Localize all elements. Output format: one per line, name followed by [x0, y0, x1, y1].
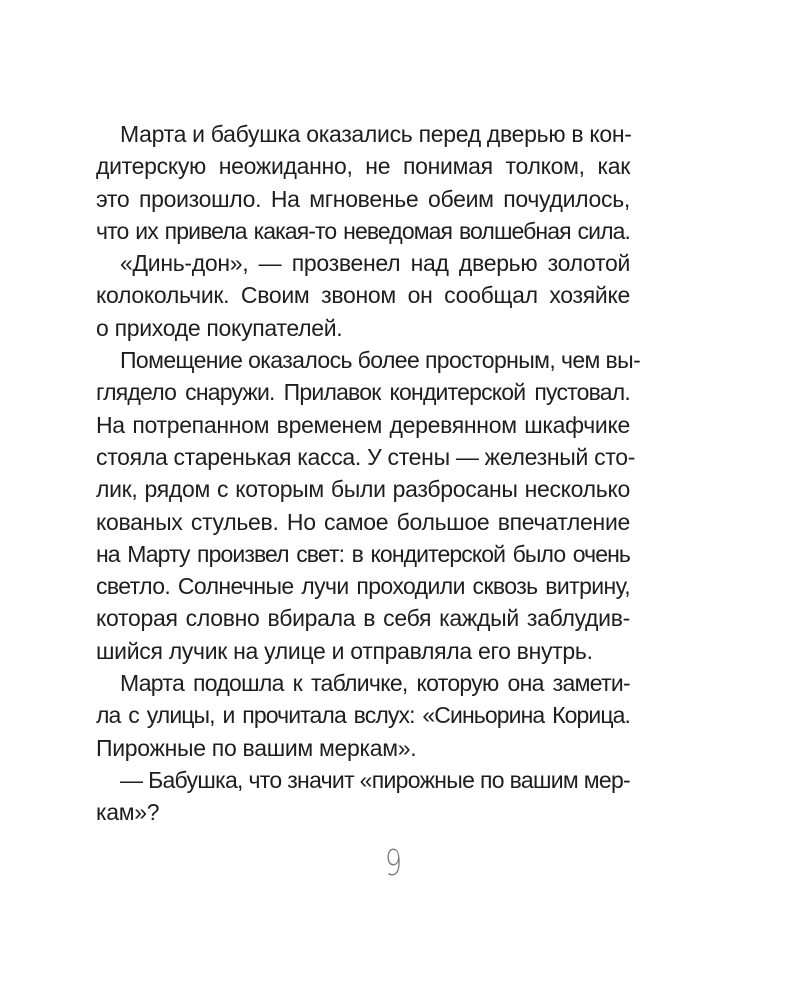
text-line: о приходе покупателей.	[96, 314, 343, 341]
text-line: дитерскую неожиданно, не понимая толком, как	[96, 153, 630, 180]
text-line: Марта подошла к табличке, которую она замети-	[120, 670, 630, 697]
text-line: кованых стульев. Но самое большое впечатление	[96, 508, 630, 535]
text-line: что их привела какая-то неведомая волшебная сила.	[96, 217, 630, 244]
text-line: Помещение оказалось более просторным, чем вы-	[120, 347, 641, 374]
body-text	[96, 118, 641, 829]
page-number: 9	[384, 843, 403, 884]
text-line: светло. Солнечные лучи проходили сквозь витрину,	[96, 573, 630, 600]
text-line: — Бабушка, что значит «пирожные по вашим мер-	[120, 766, 630, 793]
text-line: лик, рядом с которым были разбросаны несколько	[96, 476, 630, 503]
text-line: колокольчик. Своим звоном он сообщал хозяйке	[96, 282, 630, 309]
text-line: «Динь-дон», — прозвенел над дверью золотой	[120, 250, 630, 277]
text-line: шийся лучик на улице и отправляла его внутрь.	[96, 637, 593, 664]
text-line: на Марту произвел свет: в кондитерской было очень	[96, 540, 630, 567]
text-line: которая словно вбирала в себя каждый заблудив-	[96, 605, 630, 632]
text-line: это произошло. На мгновенье обеим почудилось,	[96, 185, 630, 212]
text-line: ла с улицы, и прочитала вслух: «Синьорина Корица.	[96, 702, 630, 729]
text-line: На потрепанном временем деревянном шкафчике	[96, 411, 630, 438]
text-line: глядело снаружи. Прилавок кондитерской пустовал.	[96, 379, 630, 406]
text-line: Пирожные по вашим меркам».	[96, 734, 417, 761]
text-line: Марта и бабушка оказались перед дверью в кон-	[120, 121, 632, 147]
text-line: кам»?	[96, 799, 160, 826]
text-line: стояла старенькая касса. У стены — железный сто-	[96, 443, 636, 470]
